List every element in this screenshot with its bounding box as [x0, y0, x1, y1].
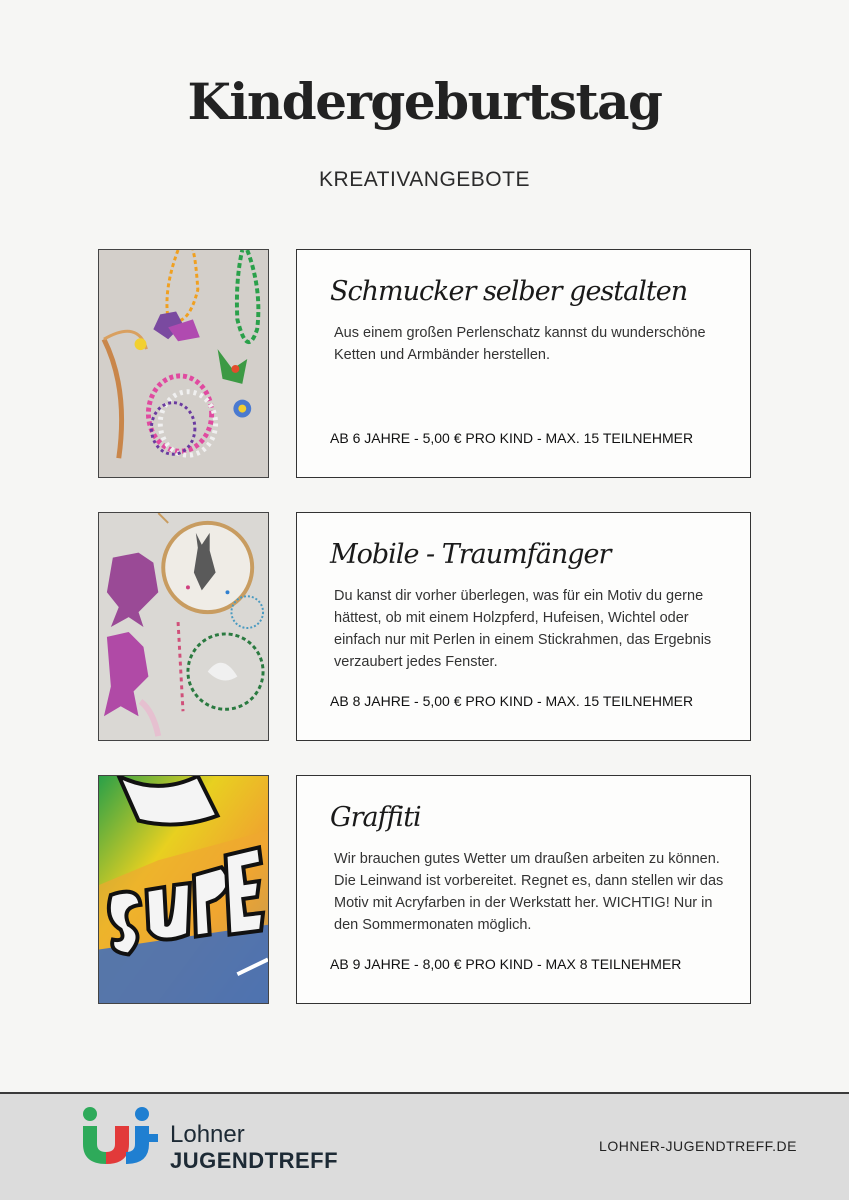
page-title: Kindergeburtstag	[187, 72, 662, 131]
offer-title: Mobile - Traumfänger	[330, 539, 611, 570]
offer-meta: AB 9 JAHRE - 8,00 € PRO KIND - MAX 8 TEILNEHMER	[330, 956, 682, 972]
offer-card-jewelry	[296, 249, 751, 478]
offer-description: Aus einem großen Perlenschatz kannst du wunderschöne Ketten und Armbänder herstellen.	[334, 325, 706, 363]
page-subtitle: KREATIVANGEBOTE	[319, 168, 530, 191]
offer-card-graffiti	[296, 775, 751, 1004]
offer-meta: AB 6 JAHRE - 5,00 € PRO KIND - MAX. 15 TEILNEHMER	[330, 430, 694, 446]
graffiti-photo	[98, 775, 269, 1004]
beaded-jewelry-photo	[98, 249, 269, 478]
offer-card-dreamcatcher	[296, 512, 751, 741]
website-link[interactable]: LOHNER-JUGENDTREFF.DE	[599, 1138, 797, 1154]
offer-description: Wir brauchen gutes Wetter um draußen arbeiten zu können. Die Leinwand ist vorbereitet. Regnet es, dann stellen wir das Motiv mit Acryfarben in der Werkstatt her. WICHTIG! Nur in den Sommermonaten möglich.	[334, 851, 724, 933]
jugendtreff-logo-icon	[80, 1106, 160, 1166]
offer-description: Du kanst dir vorher überlegen, was für ein Motiv du gerne hättest, ob mit einem Holzpferd, Hufeisen, Wichtel oder einfach nur mit Perlen in einem Stickrahmen, das Ergebnis verzaubert jedes Fenster.	[334, 588, 712, 670]
logo-text-jugendtreff: JUGENDTREFF	[170, 1148, 339, 1173]
offer-title: Graffiti	[330, 802, 421, 833]
footer	[0, 1092, 849, 1200]
logo-text-lohner: Lohner	[170, 1121, 245, 1148]
offer-meta: AB 8 JAHRE - 5,00 € PRO KIND - MAX. 15 TEILNEHMER	[330, 693, 694, 709]
dreamcatcher-photo	[98, 512, 269, 741]
offer-title: Schmucker selber gestalten	[330, 276, 688, 307]
